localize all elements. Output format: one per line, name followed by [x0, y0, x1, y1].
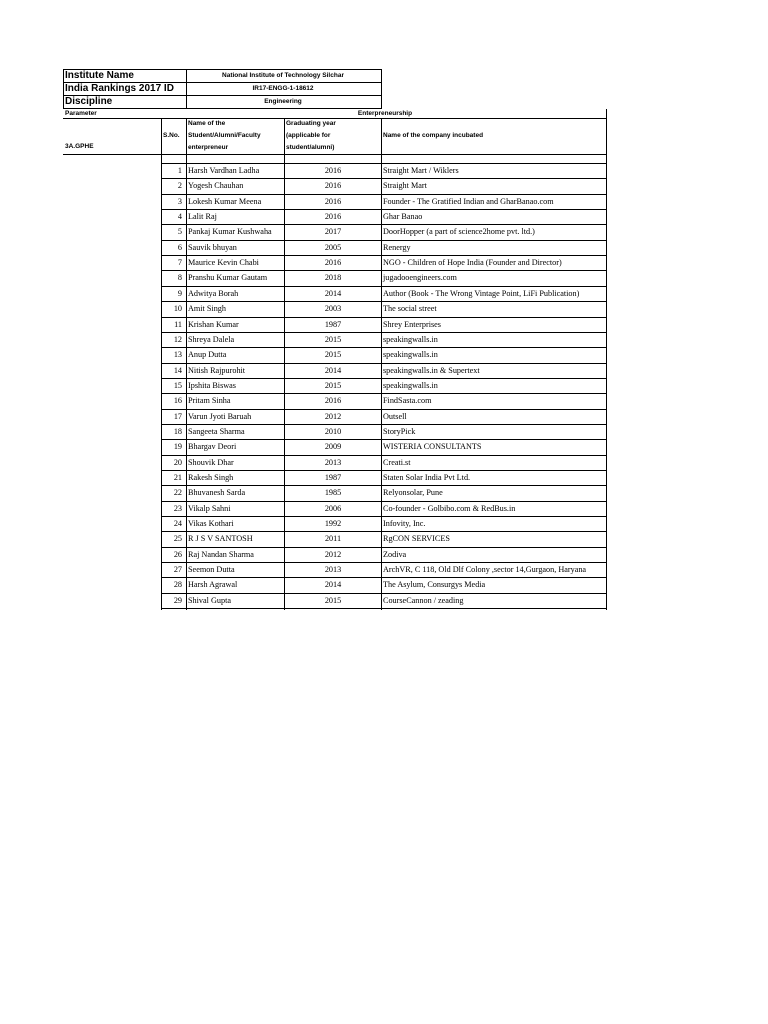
row-name: Adwitya Borah [188, 288, 239, 298]
row-company: Creati.st [383, 457, 411, 467]
section-code: 3A.GPHE [65, 143, 94, 150]
parameter-label: Parameter [65, 110, 97, 117]
row-company: WISTERIA CONSULTANTS [383, 442, 482, 452]
row-name: Lokesh Kumar Meena [188, 196, 262, 206]
rankings-id-value: IR17-ENGG-1-18612 [252, 85, 314, 92]
row-year: 2012 [324, 411, 342, 421]
row-name: Varun Jyoti Baruah [188, 411, 252, 421]
row-company: Author (Book - The Wrong Vintage Point, LiFi Publication) [383, 288, 580, 298]
row-company: DoorHopper (a part of science2home pvt. ltd.) [383, 227, 535, 237]
row-company: Ghar Banao [383, 212, 423, 222]
row-sno: 15 [173, 380, 182, 390]
row-sno: 2 [177, 181, 182, 191]
row-sno: 6 [177, 242, 182, 252]
row-sno: 5 [177, 227, 182, 237]
row-company: Staten Solar India Pvt Ltd. [383, 473, 471, 482]
row-company: speakingwalls.in [383, 334, 438, 344]
row-name: Ipshita Biswas [188, 380, 236, 390]
row-sno: 21 [173, 473, 182, 482]
row-company: NGO - Children of Hope India (Founder and Director) [383, 258, 562, 268]
row-name: Bhargav Deori [188, 442, 237, 452]
row-company: speakingwalls.in [383, 380, 438, 390]
row-year: 2005 [324, 242, 342, 252]
row-name: Amit Singh [188, 304, 226, 314]
row-sno: 1 [177, 166, 182, 175]
row-company: Infovity, Inc. [383, 519, 426, 529]
row-sno: 23 [173, 503, 182, 513]
row-company: Straight Mart [383, 181, 427, 191]
row-name: Harsh Agrawal [188, 580, 238, 590]
row-name: Seemon Dutta [188, 565, 235, 575]
row-name: Krishan Kumar [188, 319, 239, 329]
row-year: 2013 [324, 457, 342, 467]
row-company: The Asylum, Consurgys Media [383, 580, 486, 590]
col-header-company: Name of the company incubated [383, 132, 484, 139]
row-sno: 9 [177, 288, 182, 298]
row-sno: 4 [177, 212, 182, 222]
row-year: 2011 [324, 534, 342, 544]
row-year: 2014 [324, 288, 342, 298]
row-sno: 8 [177, 273, 182, 283]
row-sno: 22 [173, 488, 182, 498]
row-name: Shival Gupta [188, 595, 231, 605]
row-sno: 27 [173, 565, 182, 575]
row-year: 2015 [324, 334, 342, 344]
row-year: 1987 [324, 473, 342, 482]
row-year: 2015 [324, 350, 342, 360]
row-company: jugadooengineers.com [383, 273, 457, 283]
row-sno: 7 [177, 258, 182, 268]
col-header-sno: S.No. [163, 132, 180, 139]
row-year: 2015 [324, 595, 342, 605]
row-name: Pranshu Kumar Gautam [188, 273, 268, 283]
row-year: 2016 [324, 181, 342, 191]
row-sno: 28 [173, 580, 182, 590]
row-sno: 29 [173, 595, 182, 605]
row-company: Founder - The Gratified Indian and GharBanao.com [383, 196, 554, 206]
row-year: 1985 [324, 488, 342, 498]
row-year: 2016 [324, 258, 342, 268]
row-company: Renergy [383, 242, 411, 252]
row-name: Harsh Vardhan Ladha [188, 166, 260, 175]
col-header-year-1: Graduating year [286, 120, 336, 127]
row-sno: 14 [173, 365, 182, 375]
row-name: Shreya Dalela [188, 334, 235, 344]
row-name: Shouvik Dhar [188, 457, 234, 467]
row-company: Outsell [383, 411, 407, 421]
row-sno: 24 [173, 519, 182, 529]
row-year: 2014 [324, 580, 342, 590]
row-company: CourseCannon / zeading [383, 595, 464, 605]
row-company: StoryPick [383, 426, 416, 436]
row-name: R J S V SANTOSH [188, 534, 253, 544]
row-year: 2018 [324, 273, 342, 283]
row-sno: 26 [173, 549, 182, 559]
row-sno: 25 [173, 534, 182, 544]
institute-name-label: Institute Name [65, 70, 134, 81]
row-sno: 18 [173, 426, 182, 436]
row-year: 2016 [324, 166, 342, 175]
row-company: RgCON SERVICES [383, 534, 450, 544]
row-name: Sangeeta Sharma [188, 426, 245, 436]
row-name: Lalit Raj [188, 212, 217, 222]
row-name: Raj Nandan Sharma [188, 549, 254, 559]
row-year: 2009 [324, 442, 342, 452]
row-year: 2012 [324, 549, 342, 559]
row-year: 2016 [324, 212, 342, 222]
row-name: Pankaj Kumar Kushwaha [188, 227, 272, 237]
row-sno: 20 [173, 457, 182, 467]
row-year: 2015 [324, 380, 342, 390]
row-company: Straight Mart / Wiklers [383, 166, 459, 175]
col-header-name-3: enterpreneur [188, 144, 229, 151]
col-header-year-2: (applicable for [286, 132, 331, 139]
row-sno: 3 [177, 196, 182, 206]
col-header-name-2: Student/Alumni/Faculty [188, 132, 261, 139]
discipline-value: Engineering [264, 98, 302, 105]
row-name: Maurice Kevin Chabi [188, 258, 259, 268]
row-year: 2014 [324, 365, 342, 375]
row-company: FindSasta.com [383, 396, 432, 406]
row-company: ArchVR, C 118, Old Dlf Colony ,sector 14,Gurgaon, Haryana [383, 565, 587, 575]
row-year: 1987 [324, 319, 342, 329]
row-year: 2003 [324, 304, 342, 314]
institute-name-value: National Institute of Technology Silchar [222, 72, 344, 79]
row-name: Nitish Rajpurohit [188, 365, 246, 375]
row-name: Yogesh Chauhan [188, 181, 244, 191]
row-name: Vikas Kothari [188, 519, 234, 529]
row-name: Rakesh Singh [188, 473, 234, 482]
row-company: Shrey Enterprises [383, 319, 441, 329]
row-name: Bhuvanesh Sarda [188, 488, 246, 498]
row-company: The social street [383, 304, 437, 314]
row-sno: 12 [173, 334, 182, 344]
row-sno: 11 [174, 319, 182, 329]
row-sno: 19 [173, 442, 182, 452]
row-year: 2010 [324, 426, 342, 436]
row-company: speakingwalls.in & Supertext [383, 365, 480, 375]
row-year: 2016 [324, 396, 342, 406]
row-sno: 17 [173, 411, 182, 421]
row-year: 2017 [324, 227, 342, 237]
row-company: Relyonsolar, Pune [383, 488, 443, 498]
row-name: Sauvik bhuyan [188, 242, 237, 252]
row-name: Pritam Sinha [188, 396, 231, 406]
row-year: 2006 [324, 503, 342, 513]
parameter-value: Enterpreneurship [357, 110, 413, 117]
row-sno: 10 [173, 304, 182, 314]
row-sno: 16 [173, 396, 182, 406]
row-year: 2013 [324, 565, 342, 575]
row-year: 2016 [324, 196, 342, 206]
row-name: Vikalp Sahni [188, 503, 231, 513]
col-header-name-1: Name of the [188, 120, 226, 127]
row-sno: 13 [173, 350, 182, 360]
row-name: Anup Dutta [188, 350, 227, 360]
discipline-label: Discipline [65, 96, 113, 107]
row-year: 1992 [324, 519, 342, 529]
row-company: Zodiva [383, 549, 407, 559]
col-header-year-3: student/alumni) [286, 144, 335, 151]
row-company: speakingwalls.in [383, 350, 438, 360]
row-company: Co-founder - Golbibo.com & RedBus.in [383, 503, 516, 513]
rankings-id-label: India Rankings 2017 ID [65, 83, 174, 94]
